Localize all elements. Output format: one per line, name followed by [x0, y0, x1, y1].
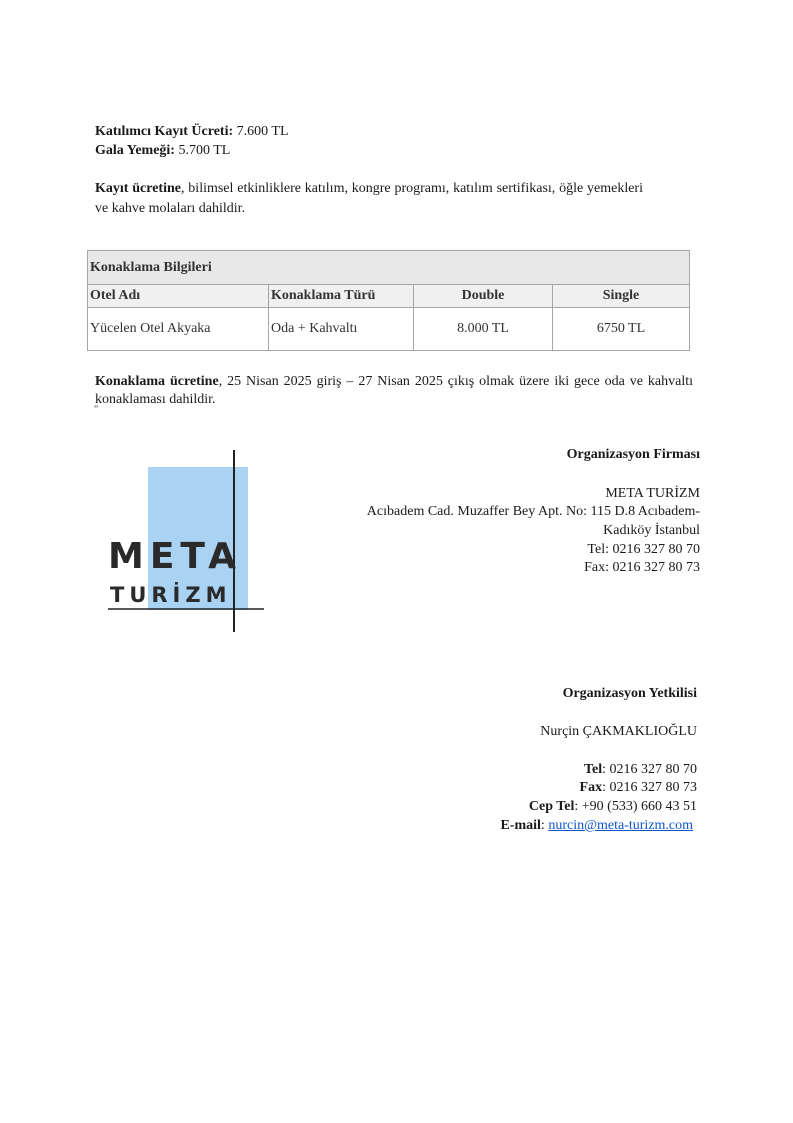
- table-row: [88, 308, 690, 351]
- organization-fax: Fax: 0216 327 80 73: [584, 560, 700, 575]
- gala-fee-value: 5.700 TL: [178, 143, 231, 158]
- contact-fax: [580, 780, 697, 796]
- organization-title: Organizasyon Firması: [566, 447, 700, 462]
- accommodation-caption: Konaklama Bilgileri: [88, 251, 690, 285]
- registration-note-text: , bilimsel etkinliklere katılım, kongre programı, katılım sertifikası, öğle yemekleri ve kahve molaları dahildir.: [95, 181, 643, 216]
- logo-text-turizm: TURİZM: [110, 583, 232, 607]
- accommodation-note-text: , 25 Nisan 2025 giriş – 27 Nisan 2025 çıkış olmak üzere iki gece oda ve kahvaltı konaklaması dahildir.: [95, 374, 693, 407]
- cell-single-price: 6750 TL: [553, 308, 690, 351]
- header-single: Single: [553, 285, 690, 308]
- header-hotel-name: Otel Adı: [88, 285, 269, 308]
- participant-fee: [95, 122, 289, 141]
- registration-note: [95, 179, 643, 219]
- gala-fee: [95, 141, 289, 160]
- contact-fax-label: Fax: [579, 780, 603, 795]
- header-accommodation-type: Konaklama Türü: [269, 285, 414, 308]
- contact-email: [500, 818, 693, 834]
- accommodation-note-lead: Konaklama ücretine: [95, 374, 219, 389]
- header-double: Double: [414, 285, 553, 308]
- cell-accommodation-type: Oda + Kahvaltı: [269, 308, 414, 351]
- contact-fax-value: : 0216 327 80 73: [602, 780, 697, 795]
- participant-fee-value: 7.600 TL: [236, 124, 289, 139]
- contact-email-label: E-mail: [500, 818, 541, 833]
- contact-tel-value: : 0216 327 80 70: [602, 762, 697, 777]
- organization-tel: Tel: 0216 327 80 70: [587, 542, 700, 557]
- organization-name: META TURİZM: [605, 486, 700, 501]
- contact-tel-label: Tel: [583, 762, 603, 777]
- fees-block: [95, 122, 289, 160]
- contact-name: Nurçin ÇAKMAKLIOĞLU: [540, 724, 697, 739]
- cell-hotel-name: Yücelen Otel Akyaka: [88, 308, 269, 351]
- participant-fee-label: Katılımcı Kayıt Ücreti:: [95, 124, 234, 139]
- gala-fee-label: Gala Yemeği:: [95, 143, 175, 158]
- email-link[interactable]: nurcin@meta-turizm.com: [548, 818, 693, 833]
- meta-turizm-logo: [102, 450, 264, 632]
- registration-note-lead: Kayıt ücretine: [95, 181, 181, 196]
- contact-mobile: [529, 799, 697, 815]
- contact-tel: [584, 762, 697, 778]
- contact-mobile-label: Cep Tel: [528, 799, 575, 814]
- contact-title: Organizasyon Yetkilisi: [562, 686, 697, 701]
- cell-double-price: 8.000 TL: [414, 308, 553, 351]
- accommodation-note: [95, 373, 693, 409]
- accommodation-table: [87, 250, 690, 351]
- stray-quote-mark: “: [94, 404, 99, 415]
- organization-address-line2: Kadıköy İstanbul: [603, 523, 700, 538]
- organization-address-line1: Acıbadem Cad. Muzaffer Bey Apt. No: 115 D.8 Acıbadem-: [366, 504, 700, 519]
- logo-text-meta: META: [108, 536, 243, 577]
- contact-mobile-value: : +90 (533) 660 43 51: [574, 799, 697, 814]
- contact-email-separator: :: [540, 818, 549, 833]
